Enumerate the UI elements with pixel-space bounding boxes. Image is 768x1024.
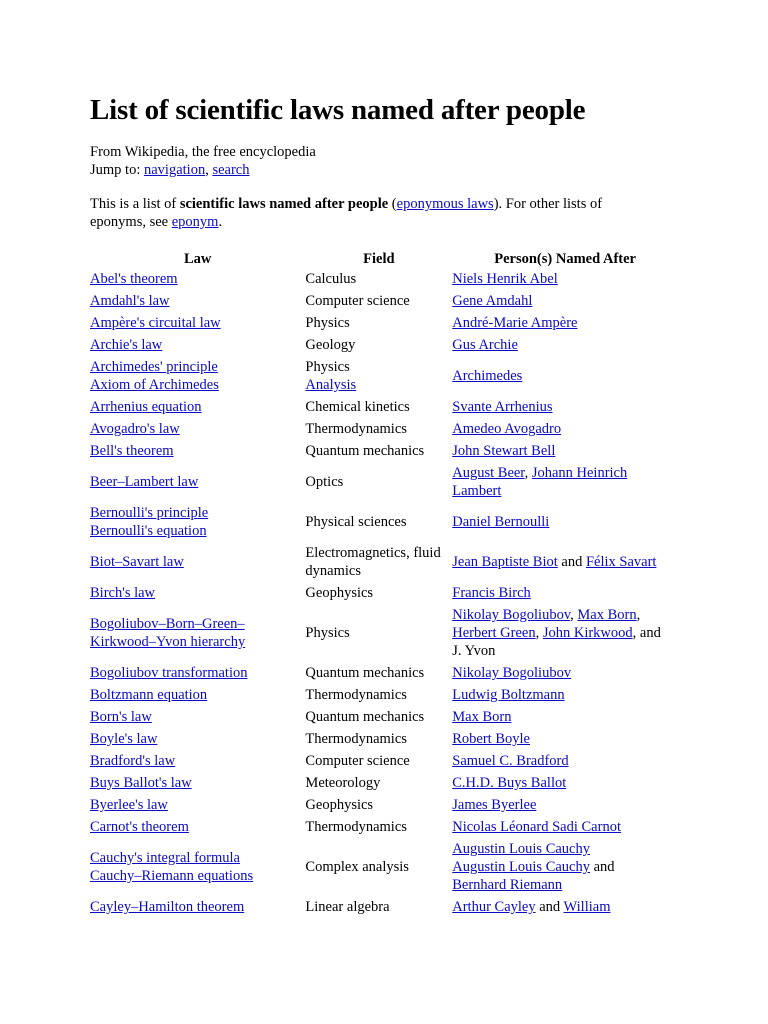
field-cell [305, 706, 452, 728]
law-link[interactable]: Avogadro's law [90, 421, 180, 437]
person-link[interactable]: Augustin Louis Cauchy [452, 841, 590, 857]
law-cell [90, 582, 305, 604]
person-line [452, 464, 678, 482]
page-title: List of scientific laws named after people [90, 94, 586, 126]
intro-bold: scientific laws named after people [179, 196, 389, 212]
field-text: Physics [305, 359, 350, 375]
field-cell [305, 268, 452, 290]
person-line [452, 553, 678, 571]
person-cell [452, 542, 678, 582]
person-line [452, 314, 678, 332]
field-text: Linear algebra [305, 899, 390, 915]
intro-paragraph: This is a list of scientific laws named after people (eponymous laws). For other lists of eponyms, see eponym. [90, 196, 603, 230]
law-link[interactable]: Amdahl's law [90, 293, 170, 309]
table-row [90, 750, 678, 772]
person-link[interactable]: Augustin Louis Cauchy [452, 859, 590, 875]
person-link[interactable]: James Byerlee [452, 797, 537, 813]
person-link[interactable]: C.H.D. Buys Ballot [452, 775, 567, 791]
person-cell [452, 684, 678, 706]
header-law: Law [184, 251, 212, 267]
person-link[interactable]: William [563, 899, 611, 915]
person-line [452, 858, 678, 876]
law-link[interactable]: Arrhenius equation [90, 399, 202, 415]
table-row [90, 418, 678, 440]
field-text: Quantum mechanics [305, 443, 425, 459]
law-link[interactable]: Carnot's theorem [90, 819, 189, 835]
field-text: Thermodynamics [305, 421, 407, 437]
table-row [90, 334, 678, 356]
person-cell [452, 356, 678, 396]
person-text: , [524, 465, 532, 481]
law-link[interactable]: Bernoulli's equation [90, 523, 207, 539]
law-link[interactable]: Birch's law [90, 585, 156, 601]
field-cell [305, 290, 452, 312]
field-text: Physics [305, 625, 350, 641]
person-link[interactable]: Robert Boyle [452, 731, 530, 747]
person-line [452, 442, 678, 460]
person-line [452, 336, 678, 354]
person-link[interactable]: Amedeo Avogadro [452, 421, 562, 437]
person-line [452, 482, 678, 500]
person-cell [452, 816, 678, 838]
field-text: Calculus [305, 271, 357, 287]
law-cell [90, 794, 305, 816]
field-text: Geophysics [305, 585, 374, 601]
person-text: and [590, 859, 615, 875]
law-link[interactable]: Bogoliubov–Born–Green– [90, 616, 245, 632]
person-link[interactable]: Archimedes [452, 368, 523, 384]
field-text: Computer science [305, 293, 410, 309]
header-field: Field [363, 251, 395, 267]
table-header-row [90, 250, 678, 268]
law-link[interactable]: Born's law [90, 709, 152, 725]
law-cell [90, 462, 305, 502]
table-row [90, 838, 678, 896]
person-cell [452, 396, 678, 418]
field-cell [305, 440, 452, 462]
person-link[interactable]: Lambert [452, 483, 502, 499]
field-text: Geology [305, 337, 356, 353]
person-cell [452, 772, 678, 794]
law-link[interactable]: Cauchy–Riemann equations [90, 868, 254, 884]
person-link[interactable]: Gene Amdahl [452, 293, 533, 309]
person-cell [452, 706, 678, 728]
person-cell [452, 502, 678, 542]
law-link[interactable]: Bernoulli's principle [90, 505, 209, 521]
field-text: Optics [305, 474, 344, 490]
eponym-link[interactable]: eponym [171, 214, 219, 230]
field-cell [305, 896, 452, 918]
field-cell [305, 312, 452, 334]
person-cell [452, 728, 678, 750]
law-cell [90, 684, 305, 706]
field-cell [305, 582, 452, 604]
person-line [452, 606, 678, 624]
law-link[interactable]: Cauchy's integral formula [90, 850, 240, 866]
person-link[interactable]: August Beer [452, 465, 525, 481]
field-cell [305, 816, 452, 838]
person-cell [452, 838, 678, 896]
person-line [452, 398, 678, 416]
law-cell [90, 772, 305, 794]
table-row [90, 816, 678, 838]
person-line [452, 292, 678, 310]
person-cell [452, 334, 678, 356]
field-text: Chemical kinetics [305, 399, 410, 415]
field-cell [305, 334, 452, 356]
law-cell [90, 290, 305, 312]
field-cell [305, 418, 452, 440]
person-cell [452, 312, 678, 334]
law-link[interactable]: Bradford's law [90, 753, 176, 769]
table-row [90, 794, 678, 816]
law-link[interactable]: Axiom of Archimedes [90, 377, 219, 393]
table-row [90, 312, 678, 334]
person-link[interactable]: Nicolas Léonard Sadi Carnot [452, 819, 621, 835]
person-link[interactable]: Max Born [452, 709, 512, 725]
person-line [452, 818, 678, 836]
person-line [452, 270, 678, 288]
field-text: Meteorology [305, 775, 381, 791]
person-line [452, 642, 678, 660]
field-cell [305, 662, 452, 684]
law-link[interactable]: Ampère's circuital law [90, 315, 221, 331]
law-cell [90, 604, 305, 662]
table-row [90, 356, 678, 396]
person-line [452, 584, 678, 602]
field-link[interactable]: Analysis [305, 377, 357, 393]
table-row [90, 706, 678, 728]
person-link[interactable]: Nikolay Bogoliubov [452, 665, 572, 681]
field-cell [305, 794, 452, 816]
law-link[interactable]: Kirkwood–Yvon hierarchy [90, 634, 246, 650]
table-row [90, 896, 678, 918]
law-link[interactable]: Cayley–Hamilton theorem [90, 899, 245, 915]
person-link[interactable]: Daniel Bernoulli [452, 514, 550, 530]
law-cell [90, 816, 305, 838]
person-line [452, 774, 678, 792]
field-text: dynamics [305, 563, 361, 579]
person-link[interactable]: John Kirkwood [542, 625, 633, 641]
person-text: , [535, 625, 543, 641]
person-cell [452, 582, 678, 604]
person-line [452, 420, 678, 438]
law-cell [90, 396, 305, 418]
person-text: , [636, 607, 641, 623]
person-cell [452, 440, 678, 462]
person-link[interactable]: Svante Arrhenius [452, 399, 553, 415]
law-cell [90, 728, 305, 750]
law-cell [90, 418, 305, 440]
person-line [452, 664, 678, 682]
person-line [452, 876, 678, 894]
person-link[interactable]: Herbert Green [452, 625, 536, 641]
person-link[interactable]: Nikolay Bogoliubov [452, 607, 571, 623]
person-text: J. Yvon [452, 643, 496, 659]
navigation-link[interactable]: navigation [143, 162, 206, 178]
person-text: , and [632, 625, 661, 641]
field-cell [305, 462, 452, 502]
field-cell [305, 772, 452, 794]
person-link[interactable]: Samuel C. Bradford [452, 753, 569, 769]
person-text: and [535, 899, 564, 915]
field-text: Quantum mechanics [305, 665, 425, 681]
field-text: Thermodynamics [305, 731, 407, 747]
law-link[interactable]: Abel's theorem [90, 271, 178, 287]
table-row [90, 582, 678, 604]
table-row [90, 396, 678, 418]
field-text: Electromagnetics, fluid [305, 545, 441, 561]
person-link[interactable]: Félix Savart [585, 554, 657, 570]
field-cell [305, 604, 452, 662]
table-row [90, 542, 678, 582]
field-text: Complex analysis [305, 859, 409, 875]
table-row [90, 604, 678, 662]
law-cell [90, 312, 305, 334]
person-line [452, 730, 678, 748]
field-text: Computer science [305, 753, 410, 769]
person-text: and [557, 554, 586, 570]
law-link[interactable]: Bell's theorem [90, 443, 174, 459]
person-link[interactable]: Jean Baptiste Biot [452, 554, 558, 570]
field-text: Thermodynamics [305, 819, 407, 835]
person-cell [452, 794, 678, 816]
person-link[interactable]: Arthur Cayley [452, 899, 536, 915]
law-link[interactable]: Archie's law [90, 337, 163, 353]
field-text: Geophysics [305, 797, 374, 813]
law-cell [90, 356, 305, 396]
field-text: Quantum mechanics [305, 709, 425, 725]
person-link[interactable]: Niels Henrik Abel [452, 271, 558, 287]
person-cell [452, 604, 678, 662]
law-cell [90, 502, 305, 542]
table-row [90, 268, 678, 290]
table-row [90, 728, 678, 750]
law-link[interactable]: Boyle's law [90, 731, 158, 747]
person-cell [452, 662, 678, 684]
source-line: From Wikipedia, the free encyclopedia [90, 144, 316, 160]
table-row [90, 772, 678, 794]
person-line [452, 367, 678, 385]
field-cell [305, 838, 452, 896]
field-cell [305, 750, 452, 772]
law-cell [90, 662, 305, 684]
person-link[interactable]: Johann Heinrich [531, 465, 628, 481]
law-link[interactable]: Biot–Savart law [90, 554, 184, 570]
field-text: Thermodynamics [305, 687, 407, 703]
law-cell [90, 334, 305, 356]
person-cell [452, 290, 678, 312]
law-cell [90, 706, 305, 728]
person-line [452, 796, 678, 814]
field-text: Physics [305, 315, 350, 331]
table-row [90, 662, 678, 684]
jump-links: Jump to: navigation, search [90, 162, 250, 178]
person-line [452, 513, 678, 531]
person-link[interactable]: John Stewart Bell [452, 443, 556, 459]
law-link[interactable]: Buys Ballot's law [90, 775, 192, 791]
table-row [90, 290, 678, 312]
law-cell [90, 542, 305, 582]
law-link[interactable]: Beer–Lambert law [90, 474, 199, 490]
table-row [90, 684, 678, 706]
person-link[interactable]: Gus Archie [452, 337, 518, 353]
field-cell [305, 356, 452, 396]
person-link[interactable]: Ludwig Boltzmann [452, 687, 565, 703]
law-cell [90, 838, 305, 896]
table-row [90, 502, 678, 542]
field-cell [305, 684, 452, 706]
person-link[interactable]: Max Born [577, 607, 637, 623]
person-line [452, 624, 678, 642]
law-link[interactable]: Byerlee's law [90, 797, 168, 813]
law-link[interactable]: Bogoliubov transformation [90, 665, 248, 681]
person-cell [452, 462, 678, 502]
field-cell [305, 502, 452, 542]
field-cell [305, 542, 452, 582]
field-cell [305, 728, 452, 750]
law-link[interactable]: Boltzmann equation [90, 687, 208, 703]
person-cell [452, 418, 678, 440]
person-cell [452, 268, 678, 290]
field-text: Physical sciences [305, 514, 407, 530]
header-person: Person(s) Named After [494, 251, 636, 267]
person-line [452, 752, 678, 770]
person-line [452, 840, 678, 858]
person-line [452, 686, 678, 704]
law-cell [90, 750, 305, 772]
person-line [452, 898, 678, 916]
person-link[interactable]: André-Marie Ampère [452, 315, 578, 331]
search-link[interactable]: search [212, 162, 250, 178]
person-link[interactable]: Bernhard Riemann [452, 877, 563, 893]
law-link[interactable]: Archimedes' principle [90, 359, 218, 375]
person-line [452, 708, 678, 726]
law-cell [90, 268, 305, 290]
laws-table [90, 250, 678, 918]
law-cell [90, 440, 305, 462]
table-row [90, 462, 678, 502]
person-text: , [570, 607, 578, 623]
person-link[interactable]: Francis Birch [452, 585, 531, 601]
person-cell [452, 750, 678, 772]
person-cell [452, 896, 678, 918]
field-cell [305, 396, 452, 418]
table-row [90, 440, 678, 462]
law-cell [90, 896, 305, 918]
eponymous-laws-link[interactable]: eponymous laws [396, 196, 494, 212]
